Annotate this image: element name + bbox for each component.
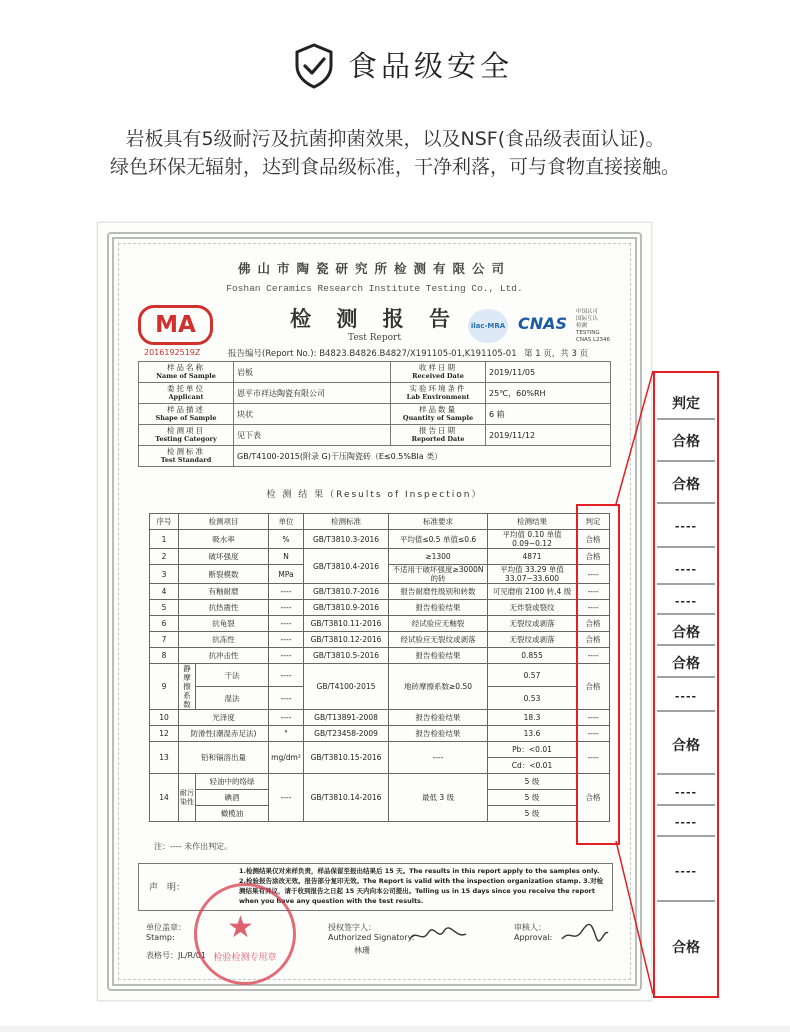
callout-item: 合格 xyxy=(659,907,713,987)
cnas-text: 中国认可 国际互认 检测 TESTING CNAS L2346 xyxy=(576,309,611,343)
info-row: 委托单位 Applicant 恩平市祥达陶瓷有限公司 实验环境条件 Lab Environment 25℃，60%RH xyxy=(139,383,611,404)
table-row: 10 光泽度 ---- GB/T13891-2008 报告检验结果 18.3 ---- xyxy=(150,710,610,726)
table-row: 9 静摩擦系数 干法 ---- GB/T4100-2015 地砖摩擦系数≥0.50 0.57 合格 xyxy=(150,664,610,687)
table-row: 2 破坏强度 N GB/T3810.4-2016 ≥1300 4871 合格 xyxy=(150,549,610,565)
report-note: 注：---- 未作出判定。 xyxy=(154,842,233,851)
table-row: 5 抗热震性 ---- GB/T3810.9-2016 报告检验结果 无炸裂或裂纹 ---- xyxy=(150,600,610,616)
table-row: 8 抗冲击性 ---- GB/T3810.5-2016 报告检验结果 0.855 ---- xyxy=(150,648,610,664)
info-row: 样品描述 Shape of Sample 块状 样品数量 Quantity of Sample 6 箱 xyxy=(139,404,611,425)
report-title-en: Test Report xyxy=(348,333,401,343)
info-row: 样品名称 Name of Sample 岩板 收样日期 Received Date 2019/11/05 xyxy=(139,362,611,383)
table-row: 1 吸水率 % GB/T3810.3-2016 平均值≤0.5 单值≤0.6 平均值 0.10 单值 0.09~0.12 合格 xyxy=(150,530,610,549)
callout-item: ---- xyxy=(659,508,713,544)
signatory-block: 授权签字人： Authorized Signatory: 林珊 xyxy=(328,923,415,955)
table-row: 6 抗龟裂 ---- GB/T3810.11-2016 经试验应无釉裂 无裂纹或剥落 合格 xyxy=(150,616,610,632)
callout-item: 合格 xyxy=(659,423,713,459)
intro-line-2: 绿色环保无辐射，达到食品级标准，干净利落，可与食物直接接触。 xyxy=(109,156,680,178)
table-row: 4 有釉耐磨 ---- GB/T3810.7-2016 报告耐磨性级别和转数 可见磨痕 2100 转,4 级 ---- xyxy=(150,584,610,600)
results-header-row: 序号 检测项目 单位 检测标准 标准要求 检测结果 判定 xyxy=(150,514,610,530)
declaration-label: 声 明： xyxy=(149,883,186,893)
table-row: 13 铅和镉溶出量 mg/dm² GB/T3810.15-2016 ---- Pb：<0.01 ---- xyxy=(150,742,610,758)
table-row: 橄榄油 5 级 xyxy=(150,806,610,822)
table-row: 3 断裂模数 MPa 不适用于破坏强度≥3000N 的砖 平均值 33.29 单值 33.07~33.600 ---- xyxy=(150,565,610,584)
callout-header: 判定 xyxy=(659,387,713,419)
table-row: 湿法 ---- 0.53 xyxy=(150,687,610,710)
report-organization: 佛山市陶瓷研究所检测有限公司 xyxy=(237,261,511,276)
cnas-logo: CNAS xyxy=(518,314,568,333)
callout-item: ---- xyxy=(659,778,713,806)
callout-item: 合格 xyxy=(659,618,713,646)
report-title: 检 测 报 告 xyxy=(290,306,459,331)
report-organization-en: Foshan Ceramics Research Institute Testing Co., Ltd. xyxy=(226,283,523,294)
ma-logo: MA xyxy=(138,305,213,345)
callout-item: 合格 xyxy=(659,466,713,502)
info-row: 检测标准 Test Standard GB/T4100-2015(附录 G)干压陶瓷砖（E≤0.5%BIa 类） xyxy=(139,446,611,467)
callout-item: ---- xyxy=(659,587,713,615)
bottom-band xyxy=(0,1026,790,1032)
approval-block: 审核人： Approval: xyxy=(514,923,553,942)
ilac-mra-logo: ilac-MRA xyxy=(468,309,508,343)
ma-number: 2016192519Z xyxy=(144,348,201,357)
callout-item: ---- xyxy=(659,553,713,585)
stamp-star-icon: ★ xyxy=(227,910,254,945)
info-row: 检测项目 Testing Category 见下表 报告日期 Reported Date 2019/11/12 xyxy=(139,425,611,446)
report-page: 第 1 页，共 3 页 xyxy=(524,349,589,359)
callout-item: ---- xyxy=(659,808,713,836)
intro-line-1: 岩板具有5级耐污及抗菌抑菌效果，以及NSF(食品级表面认证)。 xyxy=(125,128,665,150)
report-number: 报告编号(Report No.): B4823.B4826.B4827/X191105-01,K191105-01 xyxy=(228,349,517,359)
table-row: 碘酒 5 级 xyxy=(150,790,610,806)
declaration-text: 1.检测结果仅对来样负责，样品保留至报出结果后 15 天。The results in this report apply to the samples only. 2.检验报告涂改无效。报告部分复印无效。The Report is valid with the inspection organization stamp. 3.对检测结果有异议，请于收到报告之日起 15 天内向本公司提出。Telling us in 15 days since you receive the report when you have any question with the test results. xyxy=(239,867,604,905)
official-stamp: ★ 检验检测专用章 xyxy=(194,883,296,985)
results-heading: 检 测 结 果（Results of Inspection） xyxy=(266,490,483,500)
callout-item: ---- xyxy=(659,841,713,901)
table-row: 14 耐污染性 轻油中的络绿 ---- GB/T3810.14-2016 最低 3 级 5 级 合格 xyxy=(150,774,610,790)
table-row: 12 防滑性(潮湿赤足法) ° GB/T23458-2009 报告检验结果 13.6 ---- xyxy=(150,726,610,742)
callout-dividers xyxy=(657,371,715,994)
section-title: 食品级安全 xyxy=(348,49,514,83)
table-row: 7 抗冻性 ---- GB/T3810.12-2016 经试验应无裂纹或剥落 无裂纹或剥落 合格 xyxy=(150,632,610,648)
callout-item: 合格 xyxy=(659,648,713,678)
callout-item: 合格 xyxy=(659,715,713,775)
stamp-label: 单位盖章： Stamp: 表格号：JL/R/01 xyxy=(146,923,206,960)
table-row: Cd：<0.01 xyxy=(150,758,610,774)
callout-item: ---- xyxy=(659,681,713,711)
